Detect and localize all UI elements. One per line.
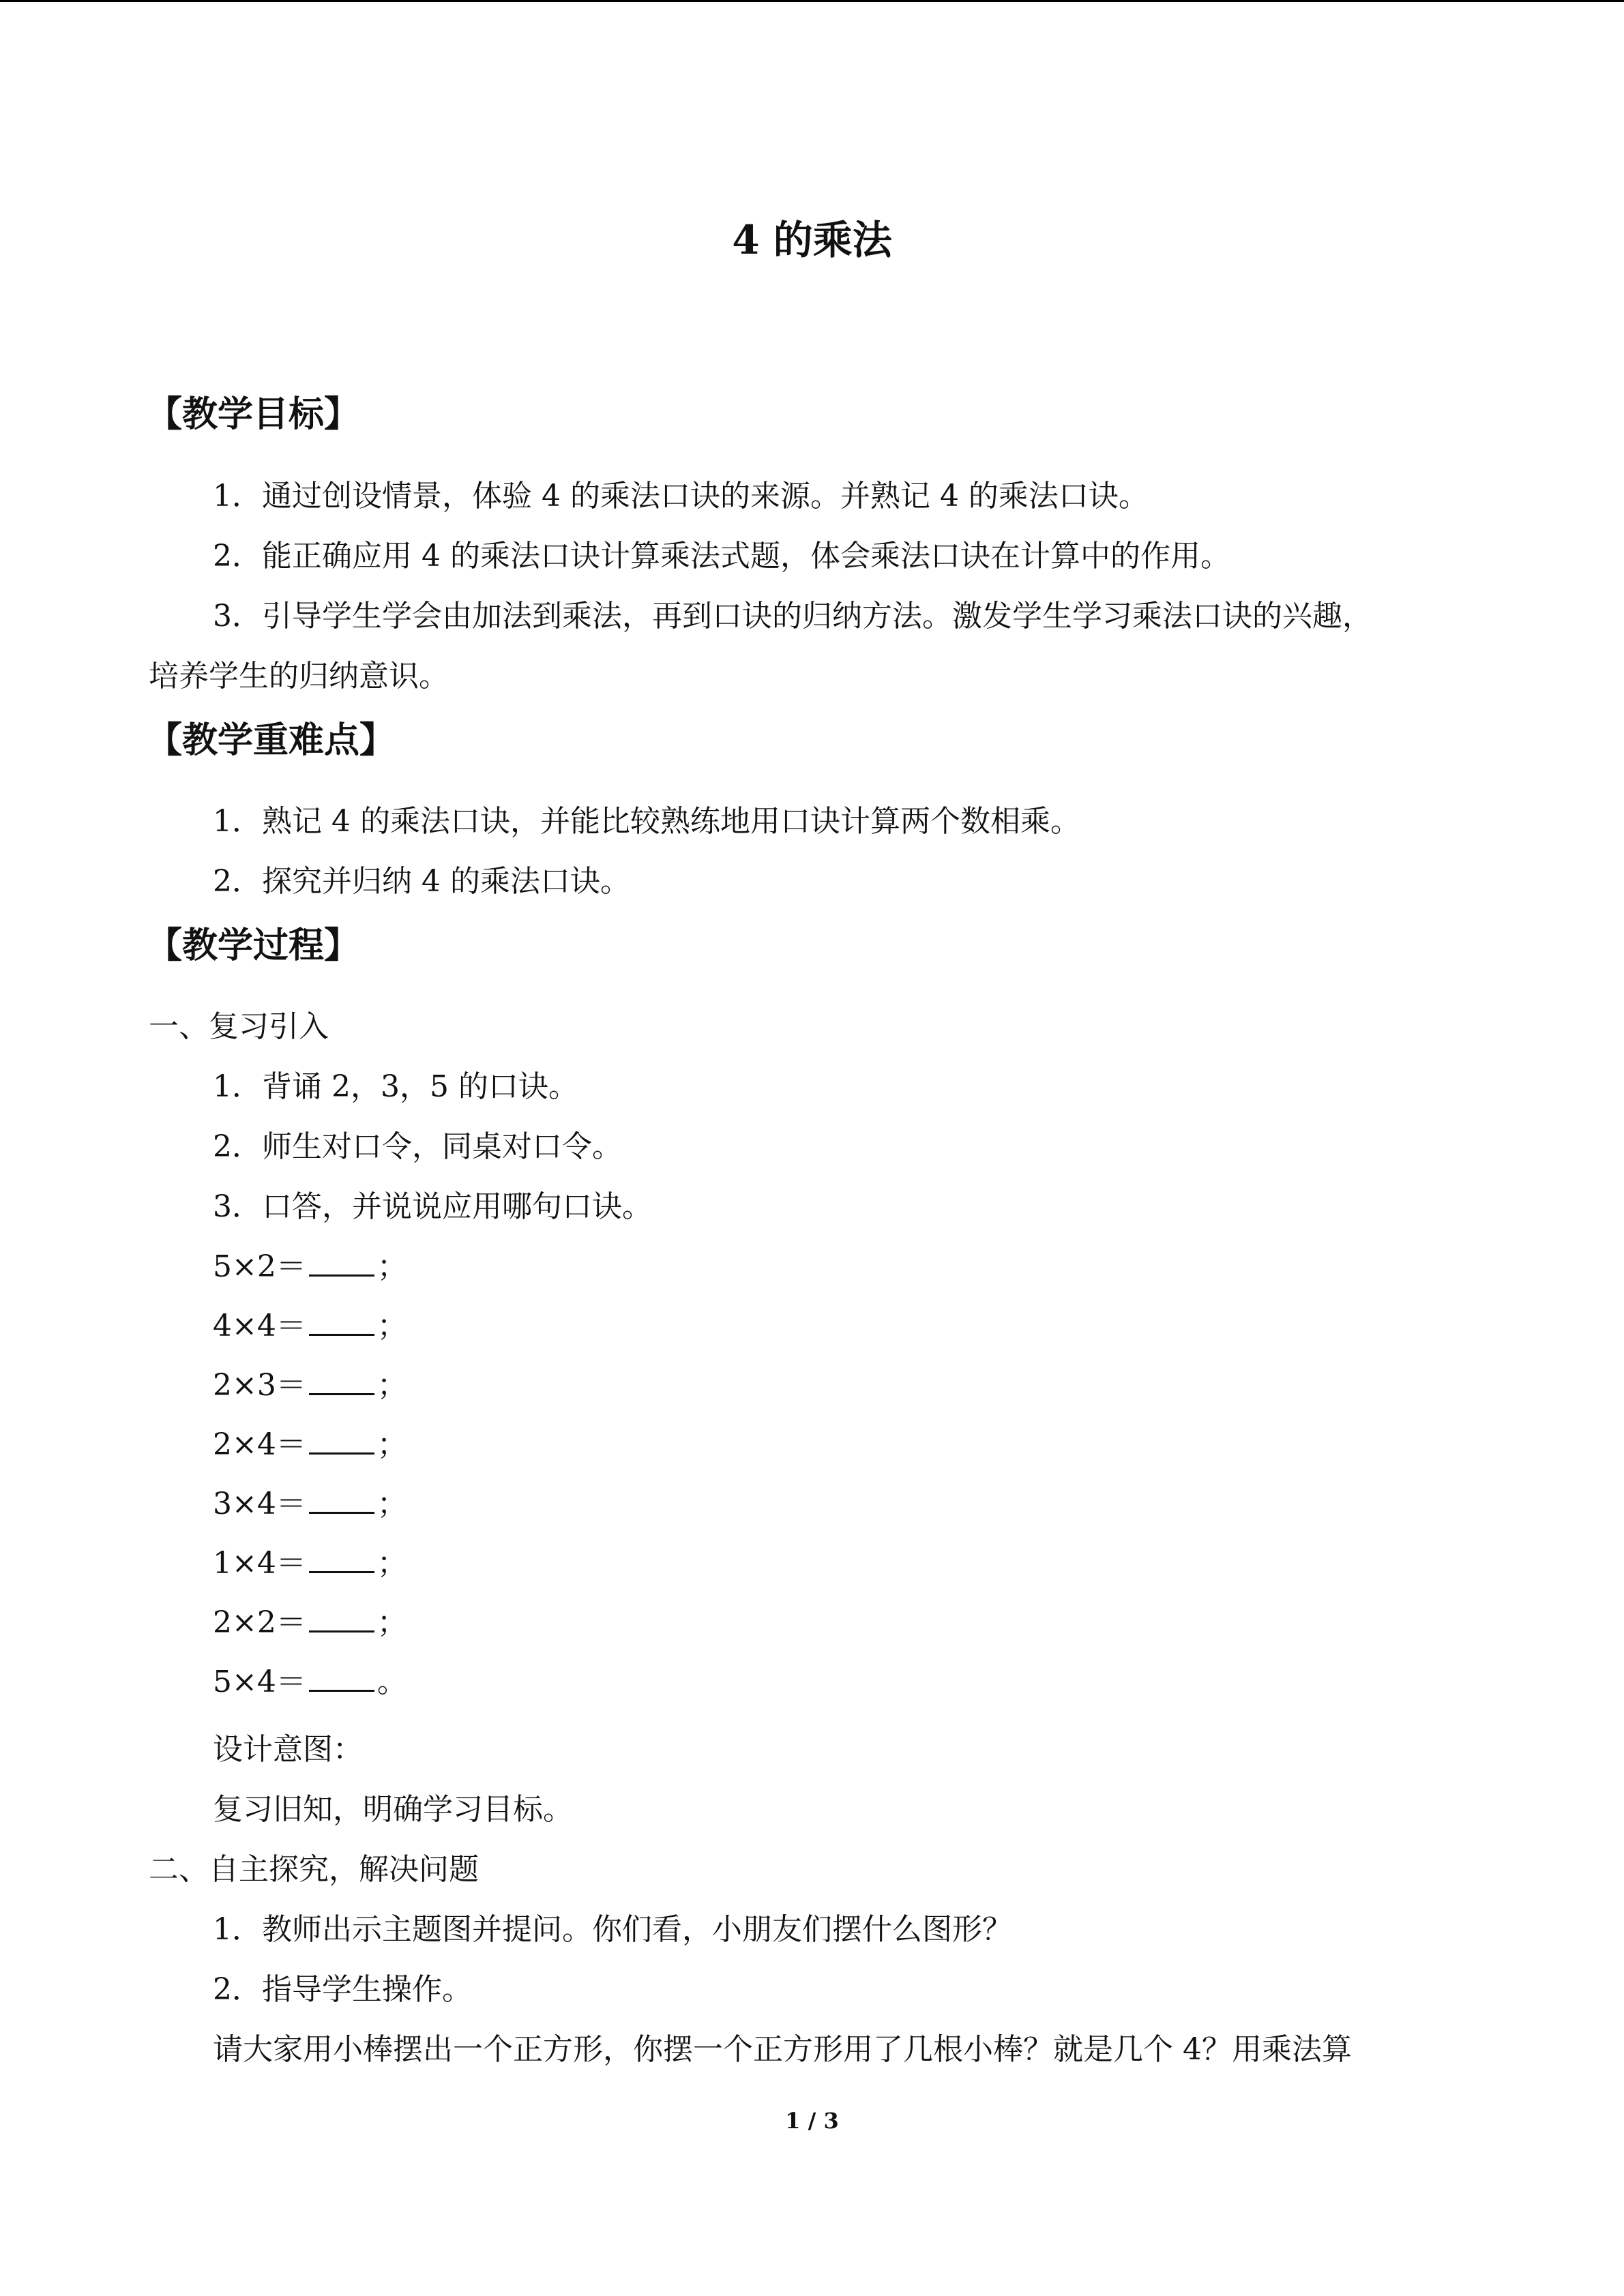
equation-expr: 2×3＝ (213, 1368, 306, 1403)
equation-row (213, 1306, 407, 1347)
equation-expr: 2×2＝ (213, 1605, 306, 1640)
answer-blank[interactable] (309, 1247, 374, 1277)
answer-blank[interactable] (309, 1307, 374, 1336)
equation-row (213, 1602, 407, 1643)
equation-expr: 3×4＝ (213, 1487, 306, 1521)
equation-row (213, 1365, 407, 1406)
key-point-item-2: 2．探究并归纳 4 的乘法口诀。 (213, 864, 630, 899)
equation-end: ； (377, 1605, 407, 1640)
process-part1-item-3: 3．口答，并说说应用哪句口诀。 (213, 1189, 652, 1224)
page-title: 4 的乘法 (732, 217, 892, 263)
answer-blank[interactable] (309, 1603, 374, 1632)
answer-blank[interactable] (309, 1425, 374, 1455)
section-heading-process: 【教学过程】 (147, 925, 360, 966)
equation-expr: 4×4＝ (213, 1309, 306, 1343)
equation-end: ； (377, 1309, 407, 1343)
equation-end: 。 (377, 1665, 407, 1699)
page-number: 1 / 3 (785, 2108, 839, 2134)
section-heading-key-points: 【教学重难点】 (147, 719, 396, 761)
equation-end: ； (377, 1487, 407, 1521)
answer-blank[interactable] (309, 1485, 374, 1514)
equation-row (213, 1247, 407, 1287)
equation-end: ； (377, 1249, 407, 1284)
equation-row (213, 1425, 407, 1465)
equation-row (213, 1484, 407, 1525)
equation-end: ； (377, 1427, 407, 1462)
design-intent-text: 复习旧知，明确学习目标。 (213, 1792, 573, 1827)
answer-blank[interactable] (309, 1366, 374, 1395)
design-intent-label: 设计意图： (213, 1732, 363, 1767)
goal-item-3: 3．引导学生学会由加法到乘法，再到口诀的归纳方法。激发学生学习乘法口诀的兴趣， (213, 599, 1372, 633)
goal-item-3-continued: 培养学生的归纳意识。 (149, 659, 449, 694)
equation-row (213, 1662, 407, 1703)
key-point-item-1: 1．熟记 4 的乘法口诀，并能比较熟练地用口诀计算两个数相乘。 (213, 804, 1080, 839)
process-part1-item-2: 2．师生对口令，同桌对口令。 (213, 1129, 622, 1164)
page-top-border (0, 0, 1624, 2)
goal-item-1: 1．通过创设情景，体验 4 的乘法口诀的来源。并熟记 4 的乘法口诀。 (213, 479, 1149, 513)
process-part1-title: 一、复习引入 (149, 1009, 329, 1044)
process-part2-title: 二、自主探究，解决问题 (149, 1852, 479, 1887)
process-part2-item-2: 2．指导学生操作。 (213, 1972, 472, 2007)
process-part2-item-1: 1．教师出示主题图并提问。你们看，小朋友们摆什么图形？ (213, 1912, 1012, 1947)
equation-expr: 1×4＝ (213, 1546, 306, 1581)
equation-expr: 5×2＝ (213, 1249, 306, 1284)
section-heading-goals: 【教学目标】 (147, 393, 360, 435)
goal-item-2: 2．能正确应用 4 的乘法口诀计算乘法式题，体会乘法口诀在计算中的作用。 (213, 539, 1230, 573)
answer-blank[interactable] (309, 1663, 374, 1692)
process-part2-item-3: 请大家用小棒摆出一个正方形，你摆一个正方形用了几根小棒？就是几个 4？用乘法算 (213, 2032, 1352, 2067)
equation-row (213, 1543, 407, 1584)
equation-end: ； (377, 1546, 407, 1581)
process-part1-item-1: 1．背诵 2，3，5 的口诀。 (213, 1069, 578, 1104)
equation-end: ； (377, 1368, 407, 1403)
equation-expr: 5×4＝ (213, 1665, 306, 1699)
answer-blank[interactable] (309, 1544, 374, 1573)
equation-expr: 2×4＝ (213, 1427, 306, 1462)
